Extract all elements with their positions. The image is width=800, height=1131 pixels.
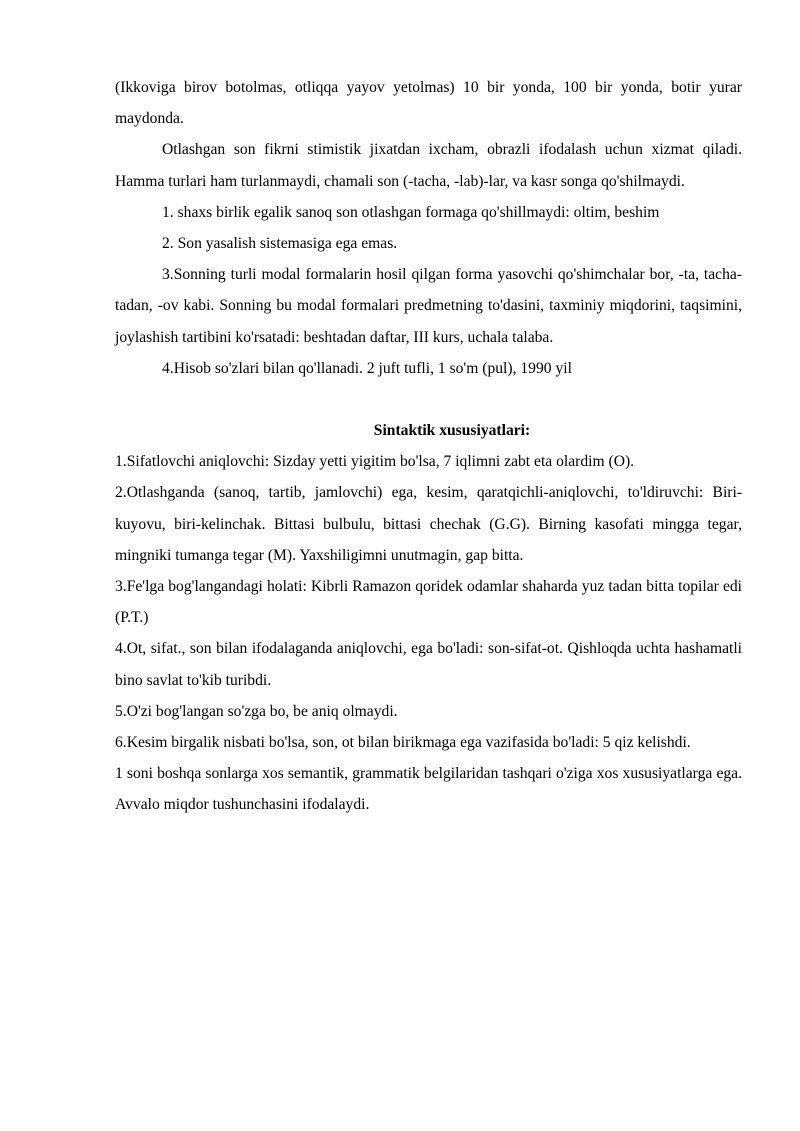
paragraph-point-4: 4.Hisob so'zlari bilan qo'llanadi. 2 juft tufli, 1 so'm (pul), 1990 yil — [162, 359, 572, 377]
spacer — [115, 384, 742, 415]
syntax-item-6: 6.Kesim birgalik nisbati bo'lsa, son, ot bilan birikmaga ega vazifasida bo'ladi: 5 qiz kelishdi. — [115, 734, 691, 752]
syntax-item-5: 5.O'zi bog'langan so'zga bo, be aniq olmaydi. — [115, 702, 398, 720]
paragraph-point-2: 2. Son yasalish sistemasiga ega emas. — [162, 235, 398, 253]
section-heading: Sintaktik xususiyatlari: — [373, 422, 531, 440]
paragraph-otlashgan-son: Otlashgan son fikrni stimistik jixatdan ixcham, obrazli ifodalash uchun xizmat qiladi. Hamma turlari ham turlanmaydi, chamali son (-tacha, -lab)-lar, va kasr songa qo'shilmaydi. — [115, 141, 742, 190]
paragraph-examples: (Ikkoviga birov botolmas, otliqqa yayov yetolmas) 10 bir yonda, 100 bir yonda, botir yurar maydonda. — [115, 79, 742, 128]
paragraph-point-3: 3.Sonning turli modal formalarin hosil qilgan forma yasovchi qo'shimchalar bor, -ta, tacha-tadan, -ov kabi. Sonning bu modal formalari predmetning to'dasini, taxminiy miqdorini, taqsimini, joylashish tartibini ko'rsatadi: beshtadan daftar, III kurs, uchala talaba. — [115, 266, 742, 346]
syntax-item-4: 4.Ot, sifat., son bilan ifodalaganda aniqlovchi, ega bo'ladi: son-sifat-ot. Qishloqda uchta hashamatli bino savlat to'kib turibdi. — [115, 640, 742, 689]
syntax-item-2: 2.Otlashganda (sanoq, tartib, jamlovchi) ega, kesim, qaratqichli-aniqlovchi, to'ldiruvchi: Biri-kuyovu, biri-kelinchak. Bittasi bulbulu, bittasi chechak (G.G). Birning kasofati mingga tegar, mingniki tumanga tegar (M). Yaxshiligimni unutmagin, gap bitta. — [115, 484, 742, 564]
paragraph-point-1: 1. shaxs birlik egalik sanoq son otlashgan formaga qo'shillmaydi: oltim, beshim — [162, 203, 660, 221]
syntax-item-1: 1.Sifatlovchi aniqlovchi: Sizday yetti yigitim bo'lsa, 7 iqlimni zabt eta olardim (O). — [115, 453, 635, 471]
syntax-item-3: 3.Fe'lga bog'langandagi holati: Kibrli Ramazon qoridek odamlar shaharda yuz tadan bitta topilar edi (P.T.) — [115, 578, 742, 627]
document-page — [115, 72, 742, 821]
syntax-item-7: 1 soni boshqa sonlarga xos semantik, grammatik belgilaridan tashqari o'ziga xos xususiyatlarga ega. Avvalo miqdor tushunchasini ifodalaydi. — [115, 765, 742, 814]
